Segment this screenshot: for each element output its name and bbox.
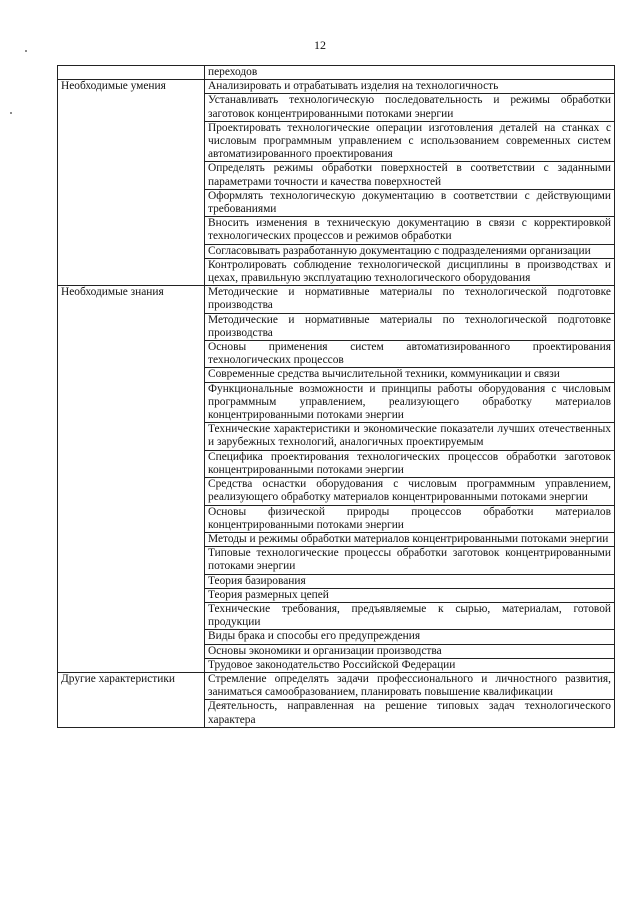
requirement-item: Типовые технологические процессы обработки заготовок концентрированными потоками энергии [205, 547, 615, 574]
table-row [58, 66, 615, 80]
requirement-item: Проектировать технологические операции изготовления деталей на станках с числовым программным управлением с использованием современных систем автоматизированного проектирования [205, 121, 615, 162]
requirement-item: Основы применения систем автоматизированного проектирования технологических процессов [205, 341, 615, 368]
requirement-item: переходов [205, 66, 615, 80]
requirement-item: Методические и нормативные материалы по технологической подготовке производства [205, 286, 615, 313]
requirement-item: Методические и нормативные материалы по технологической подготовке производства [205, 313, 615, 340]
category-cell: Другие характеристики [58, 672, 205, 727]
requirement-item: Теория базирования [205, 574, 615, 588]
requirements-table [57, 65, 615, 728]
requirement-item: Стремление определять задачи профессионального и личностного развития, заниматься самообразованием, планировать повышение квалификации [205, 672, 615, 699]
requirement-item: Виды брака и способы его предупреждения [205, 630, 615, 644]
requirement-item: Технические характеристики и экономические показатели лучших отечественных и зарубежных технологий, аналогичных проектируемым [205, 423, 615, 450]
requirement-item: Современные средства вычислительной техники, коммуникации и связи [205, 368, 615, 382]
requirement-item: Оформлять технологическую документацию в соответствии с действующими требованиями [205, 189, 615, 216]
requirement-item: Деятельность, направленная на решение типовых задач технологического характера [205, 700, 615, 727]
requirement-item: Анализировать и отрабатывать изделия на технологичность [205, 80, 615, 94]
page-number: 12 [314, 38, 326, 52]
category-cell: Необходимые умения [58, 80, 205, 286]
requirement-item: Основы физической природы процессов обработки материалов концентрированными потоками энергии [205, 505, 615, 532]
requirement-item: Основы экономики и организации производства [205, 644, 615, 658]
requirement-item: Трудовое законодательство Российской Федерации [205, 658, 615, 672]
requirement-item: Вносить изменения в техническую документацию в связи с корректировкой технологических процессов и режимов обработки [205, 217, 615, 244]
requirements-table-body [58, 66, 615, 728]
table-row [58, 80, 615, 94]
table-row [58, 286, 615, 313]
requirement-item: Функциональные возможности и принципы работы оборудования с числовым программным управлением, реализующего обработку материалов концентрированными потоками энергии [205, 382, 615, 423]
requirement-item: Методы и режимы обработки материалов концентрированными потоками энергии [205, 532, 615, 546]
requirement-item: Теория размерных цепей [205, 588, 615, 602]
requirement-item: Специфика проектирования технологических процессов обработки заготовок концентрированными потоками энергии [205, 450, 615, 477]
requirement-item: Средства оснастки оборудования с числовым программным управлением, реализующего обработку материалов концентрированными потоками энергии [205, 478, 615, 505]
category-cell [58, 66, 205, 80]
requirement-item: Определять режимы обработки поверхностей в соответствии с заданными параметрами точности и качества поверхностей [205, 162, 615, 189]
scan-speck [10, 112, 12, 114]
category-cell: Необходимые знания [58, 286, 205, 673]
requirement-item: Контролировать соблюдение технологической дисциплины в производствах и цехах, правильную эксплуатацию технологического оборудования [205, 258, 615, 285]
scan-speck [25, 50, 27, 52]
requirement-item: Согласовывать разработанную документацию с подразделениями организации [205, 244, 615, 258]
table-row [58, 672, 615, 699]
requirement-item: Устанавливать технологическую последовательность и режимы обработки заготовок концентрированными потоками энергии [205, 94, 615, 121]
requirement-item: Технические требования, предъявляемые к сырью, материалам, готовой продукции [205, 602, 615, 629]
